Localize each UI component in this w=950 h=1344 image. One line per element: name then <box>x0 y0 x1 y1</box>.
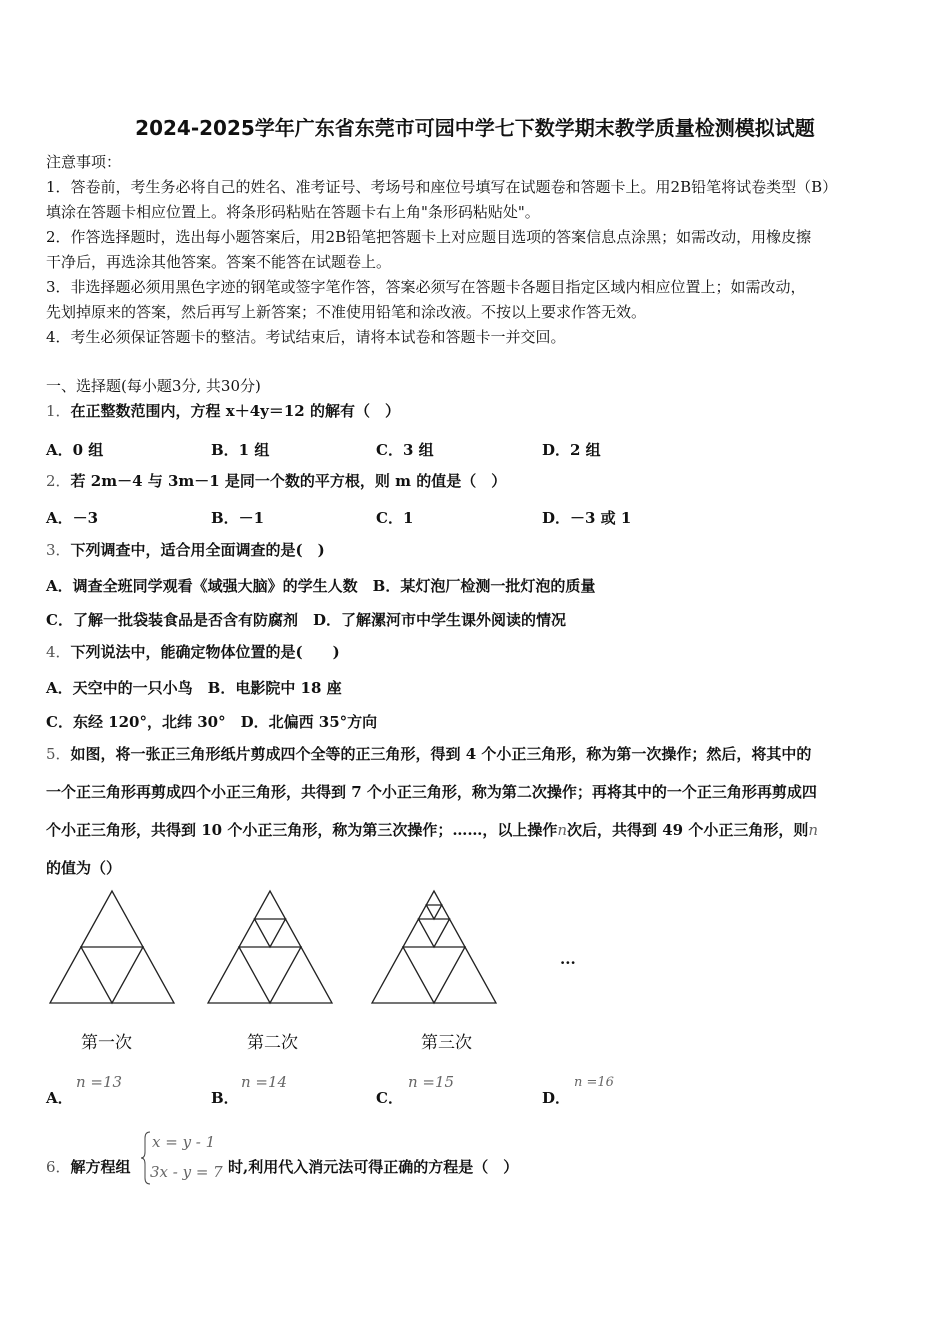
q1-option-d[interactable]: D．2 组 <box>542 441 601 459</box>
question-number: 6． <box>46 1158 71 1176</box>
q2-option-d[interactable]: D．－3 或 1 <box>542 509 632 527</box>
question-5 <box>46 745 811 763</box>
q5-option-a-value: n =13 <box>76 1073 123 1091</box>
q5-option-c-value: n =15 <box>408 1073 455 1091</box>
question-4 <box>46 643 340 661</box>
q4-options-cd[interactable]: C．东经 120°，北纬 30° D．北偏西 35°方向 <box>46 713 378 731</box>
question-3 <box>46 541 325 559</box>
q4-options-ab[interactable]: A．天空中的一只小鸟 B．电影院中 18 座 <box>46 679 342 697</box>
question-text: 次后，共得到 49 个小正三角形，则 <box>567 821 809 839</box>
q1-option-c[interactable]: C．3 组 <box>376 441 434 459</box>
q5-option-b[interactable]: B． <box>211 1089 239 1107</box>
question-text: 若 2m－4 与 3m－1 是同一个数的平方根，则 m 的值是（ ） <box>70 472 507 490</box>
triangle-figure-2 <box>206 889 334 1007</box>
section-heading: 一、选择题(每小题3分, 共30分) <box>46 377 261 395</box>
triangle-figure-3 <box>370 889 498 1007</box>
q2-option-b[interactable]: B．－1 <box>211 509 265 527</box>
question-text: 一个正三角形再剪成四个小正三角形，共得到 7 个小正三角形，称为第二次操作；再将其中的一个正三角形再剪成四 <box>46 783 817 801</box>
q3-options-cd[interactable]: C．了解一批袋装食品是否含有防腐剂 D．了解漯河市中学生课外阅读的情况 <box>46 611 566 629</box>
q1-option-b[interactable]: B．1 组 <box>211 441 270 459</box>
question-number: 4． <box>46 643 71 661</box>
question-text: 个小正三角形，共得到 10 个小正三角形，称为第三次操作；……，以上操作 <box>46 821 558 839</box>
question-text: 解方程组 <box>70 1158 131 1176</box>
question-text <box>46 821 818 839</box>
question-text: 的值为（） <box>46 859 122 877</box>
variable-n: n <box>557 821 567 839</box>
figure-caption: 第一次 <box>81 1033 132 1053</box>
notice-line: 4．考生必须保证答题卡的整洁。考试结束后，请将本试卷和答题卡一并交回。 <box>46 328 566 346</box>
notice-line: 3．非选择题必须用黑色字迹的钢笔或签字笔作答，答案必须写在答题卡各题目指定区域内相应位置上；如需改动， <box>46 278 806 296</box>
question-text: 时,利用代入消元法可得正确的方程是（ ） <box>228 1158 519 1176</box>
q5-option-a[interactable]: A． <box>46 1089 73 1107</box>
q2-option-a[interactable]: A．－3 <box>46 509 99 527</box>
question-1 <box>46 402 400 420</box>
page-title: 2024-2025学年广东省东莞市可园中学七下数学期末教学质量检测模拟试题 <box>135 116 815 140</box>
notice-line: 1．答卷前，考生务必将自己的姓名、准考证号、考场号和座位号填写在试题卷和答题卡上。用2B铅笔将试卷类型（B） <box>46 178 838 196</box>
question-text: 下列调查中，适合用全面调查的是( ) <box>70 541 325 559</box>
q5-option-d[interactable]: D． <box>542 1089 571 1107</box>
figure-caption: 第二次 <box>247 1033 298 1053</box>
question-text: 下列说法中，能确定物体位置的是( ) <box>70 643 340 661</box>
question-number: 5． <box>46 745 71 763</box>
q3-options-ab[interactable]: A．调查全班同学观看《域强大脑》的学生人数 B．某灯泡厂检测一批灯泡的质量 <box>46 577 596 595</box>
equation-2: 3x - y = 7 <box>150 1163 223 1181</box>
q5-option-b-value: n =14 <box>241 1073 288 1091</box>
variable-n: n <box>808 821 818 839</box>
notice-line: 干净后，再选涂其他答案。答案不能答在试题卷上。 <box>46 253 392 271</box>
equation-1: x = y - 1 <box>152 1133 216 1151</box>
question-6 <box>46 1158 131 1176</box>
question-number: 1． <box>46 402 71 420</box>
question-number: 2． <box>46 472 71 490</box>
triangle-figure-1 <box>48 889 176 1007</box>
q2-option-c[interactable]: C．1 <box>376 509 414 527</box>
notice-line: 2．作答选择题时，选出每小题答案后，用2B铅笔把答题卡上对应题目选项的答案信息点涂黑；如需改动，用橡皮擦 <box>46 228 812 246</box>
ellipsis: ... <box>560 950 576 968</box>
question-number: 3． <box>46 541 71 559</box>
q1-option-a[interactable]: A．0 组 <box>46 441 104 459</box>
figure-caption: 第三次 <box>421 1033 472 1053</box>
notice-heading: 注意事项： <box>46 153 122 171</box>
question-text: 在正整数范围内，方程 x＋4y＝12 的解有（ ） <box>70 402 400 420</box>
notice-line: 先划掉原来的答案，然后再写上新答案；不准使用铅笔和涂改液。不按以上要求作答无效。 <box>46 303 647 321</box>
q5-option-c[interactable]: C． <box>376 1089 403 1107</box>
q5-option-d-value: n =16 <box>574 1075 614 1090</box>
question-text: 如图，将一张正三角形纸片剪成四个全等的正三角形，得到 4 个小正三角形，称为第一次操作；然后，将其中的 <box>70 745 812 763</box>
notice-line: 填涂在答题卡相应位置上。将条形码粘贴在答题卡右上角"条形码粘贴处"。 <box>46 203 540 221</box>
question-2 <box>46 472 506 490</box>
